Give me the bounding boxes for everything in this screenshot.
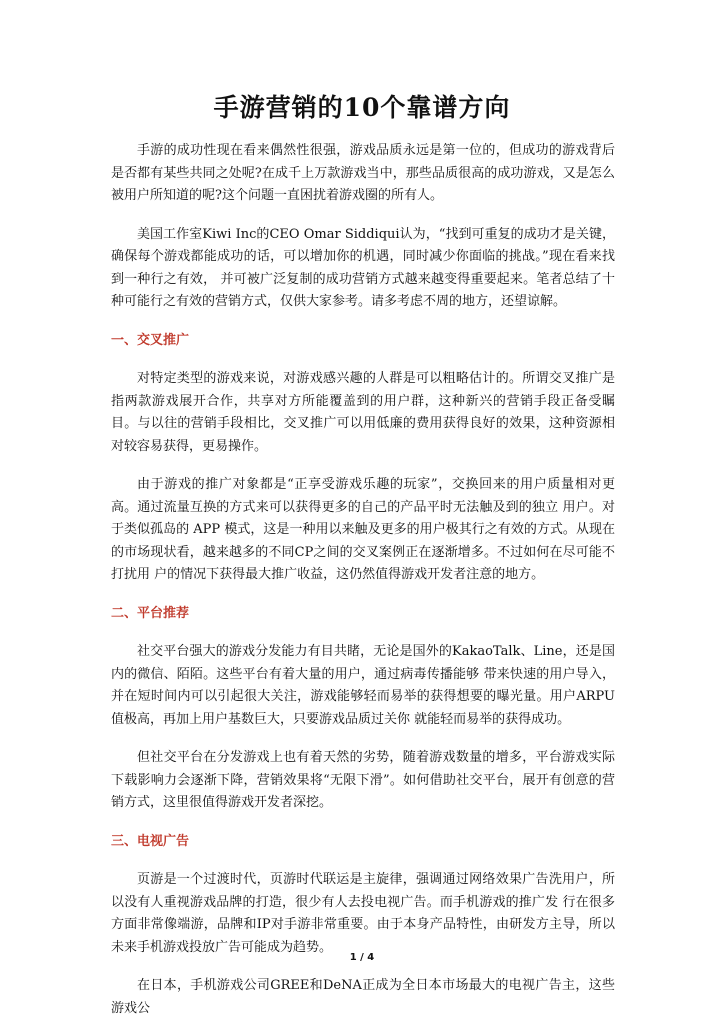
document-body: [111, 140, 615, 1036]
section-paragraph: 社交平台强大的游戏分发能力有目共睹，无论是国外的KakaoTalk、Line，还是国内的微信、陌陌。这些平台有着大量的用户，通过病毒传播能够 带来快速的用户导入，并在短时间内可以引起很大关注，游戏能够轻而易举的获得想要的曝光量。用户ARPU值极高，再加上用户基数巨大，只要游戏品质过关你 就能轻而易举的获得成功。: [111, 644, 615, 727]
document-title: 手游营销的10个靠谱方向: [213, 93, 511, 122]
intro-paragraph: 美国工作室Kiwi Inc的CEO Omar Siddiqui认为，“找到可重复的成功才是关键，确保每个游戏都能成功的话，可以增加你的机遇，同时减少你面临的挑战。”现在看来找到一种行之有效， 并可被广泛复制的成功营销方式越来越变得重要起来。笔者总结了十种可能行之有效的营销方式，仅供大家参考。请多考虑不周的地方，还望谅解。: [111, 226, 615, 309]
intro-paragraph: 手游的成功性现在看来偶然性很强，游戏品质永远是第一位的，但成功的游戏背后是否都有某些共同之处呢?在成千上万款游戏当中，那些品质很高的成功游戏，又是怎么被用户所知道的呢?这个问题一直困扰着游戏圈的所有人。: [111, 143, 615, 203]
section-paragraph: 由于游戏的推广对象都是“正享受游戏乐趣的玩家”，交换回来的用户质量相对更高。通过流量互换的方式来可以获得更多的自己的产品平时无法触及到的独立 用户。对于类似孤岛的 APP 模式，这是一种用以来触及更多的用户极其行之有效的方式。从现在的市场现状看，越来越多的不同CP之间的交叉案例正在逐渐增多。不过如何在尽可能不打扰用 户的情况下获得最大推广收益，这仍然值得游戏开发者注意的地方。: [111, 477, 615, 582]
section-paragraph: 对特定类型的游戏来说，对游戏感兴趣的人群是可以粗略估计的。所谓交叉推广是指两款游戏展开合作，共享对方所能覆盖到的用户群，这种新兴的营销手段正备受瞩目。与以往的营销手段相比，交叉推广可以用低廉的费用获得良好的效果，这种资源相对较容易获得，更易操作。: [111, 371, 615, 454]
section-paragraph: 但社交平台在分发游戏上也有着天然的劣势，随着游戏数量的增多，平台游戏实际下载影响力会逐渐下降，营销效果将“无限下滑”。如何借助社交平台，展开有创意的营销方式，这里很值得游戏开发者深挖。: [111, 750, 615, 810]
section-heading-tv-advertising: 三、电视广告: [111, 833, 190, 849]
section-heading-cross-promotion: 一、交叉推广: [111, 332, 190, 348]
page-number: 1 / 4: [349, 952, 375, 963]
section-paragraph: 页游是一个过渡时代，页游时代联运是主旋律，强调通过网络效果广告洗用户，所以没有人重视游戏品牌的打造，很少有人去投电视广告。而手机游戏的推广发 行在很多方面非常像端游，品牌和IP对手游非常重要。由于本身产品特性，由研发方主导，所以未来手机游戏投放广告可能成为趋势。: [111, 872, 615, 955]
section-heading-platform-recommendation: 二、平台推荐: [111, 605, 190, 621]
section-paragraph: 在日本，手机游戏公司GREE和DeNA正成为全日本市场最大的电视广告主，这些游戏公: [111, 978, 615, 1016]
